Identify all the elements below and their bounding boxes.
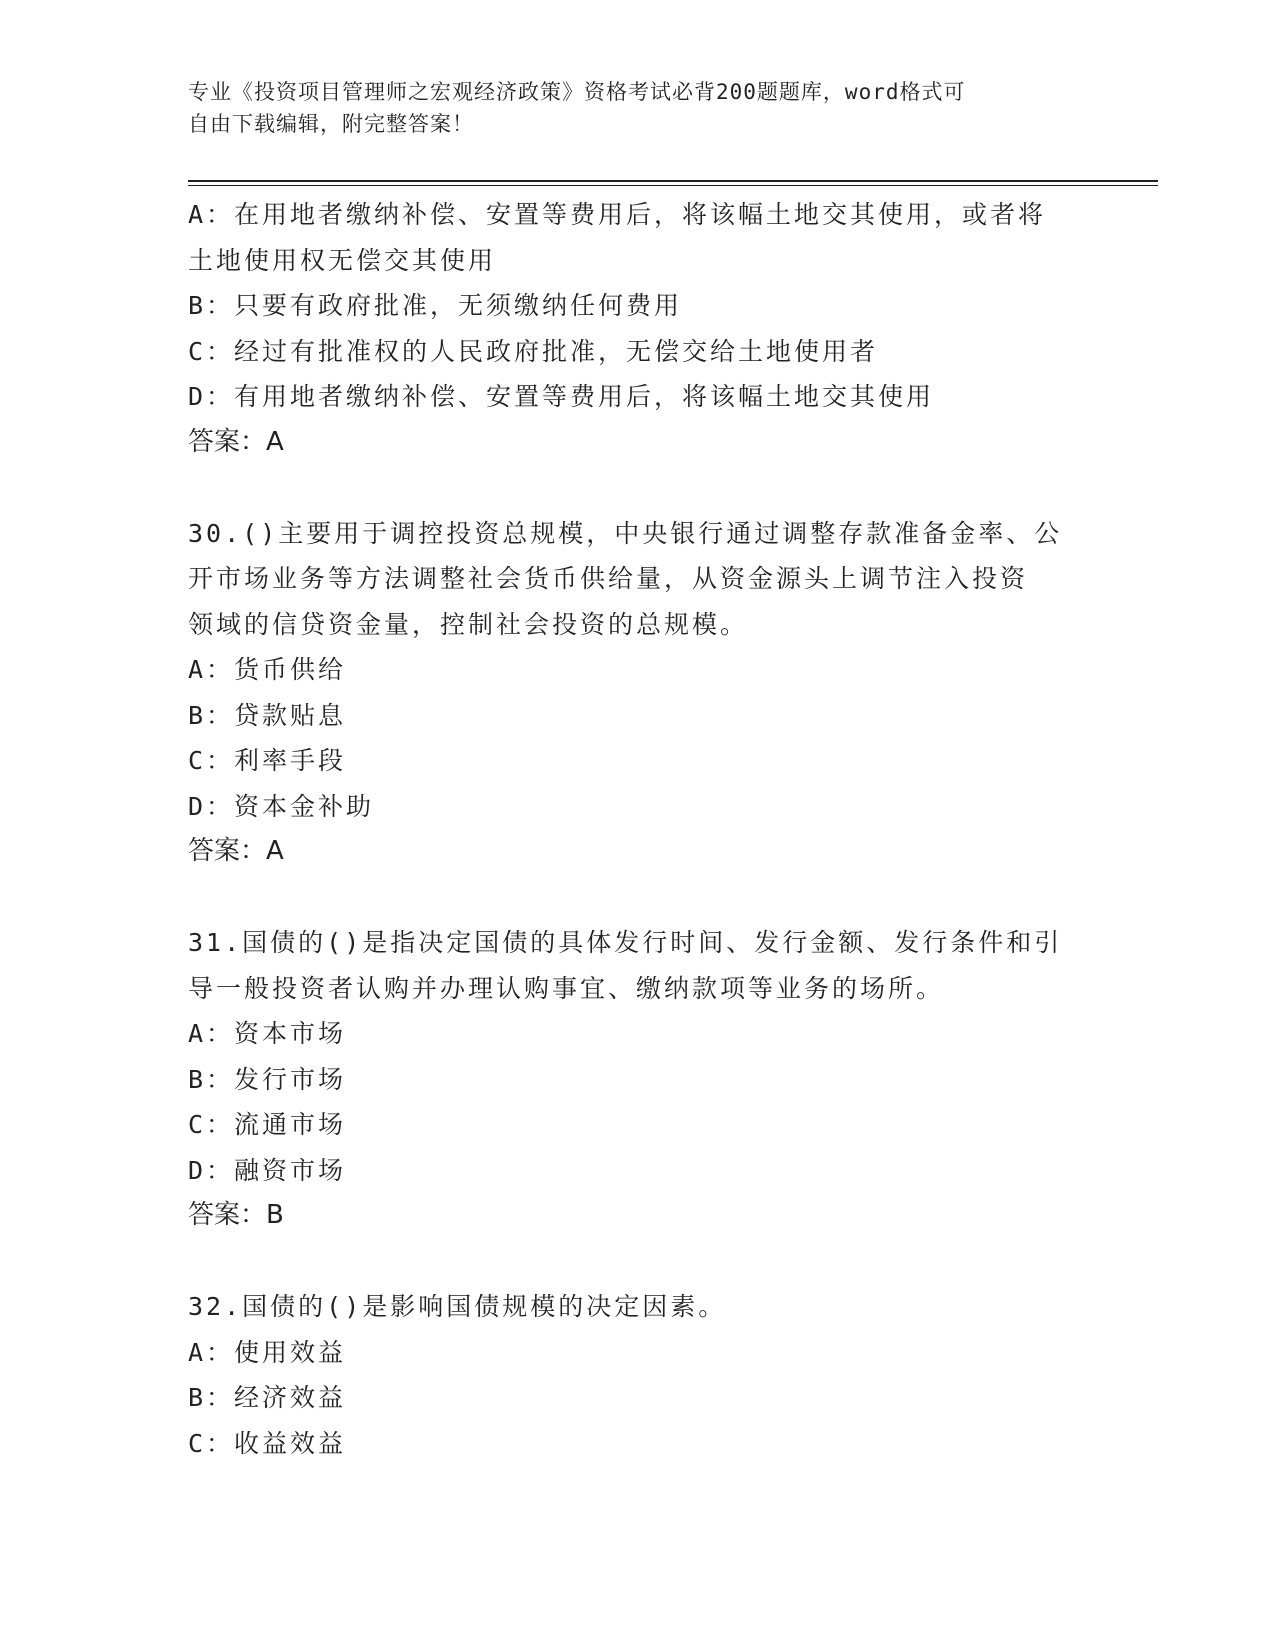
option-a: A：资本市场 (188, 1019, 347, 1048)
question-stem-line-1: 32.国债的()是影响国债规模的决定因素。 (188, 1292, 727, 1321)
option-c: C：经过有批准权的人民政府批准，无偿交给土地使用者 (188, 336, 879, 366)
header-divider-thick (188, 180, 1158, 182)
question-stem-line-1: 30.()主要用于调控投资总规模，中央银行通过调整存款准备金率、公 (188, 518, 1063, 548)
answer: 答案：A (188, 426, 284, 457)
option-c: C：收益效益 (188, 1428, 347, 1458)
question-stem-line-2: 开市场业务等方法调整社会货币供给量，从资金源头上调节注入投资 (188, 564, 1029, 593)
option-a: A：货币供给 (188, 655, 347, 684)
question-29 (188, 192, 1088, 465)
header-line-1: 专业《投资项目管理师之宏观经济政策》资格考试必背200题题库，word格式可 (188, 80, 966, 104)
option-a-line-1: A：在用地者缴纳补偿、安置等费用后，将该幅土地交其使用，或者将 (188, 200, 1047, 229)
question-31 (188, 920, 1088, 1239)
option-b: B：发行市场 (188, 1064, 347, 1094)
option-b: B：贷款贴息 (188, 700, 347, 730)
option-c: C：流通市场 (188, 1110, 347, 1139)
answer: 答案：B (188, 1200, 284, 1230)
question-stem-line-3: 领域的信贷资金量，控制社会投资的总规模。 (188, 609, 749, 639)
spacer (188, 1239, 1088, 1285)
header-divider-thin (188, 185, 1158, 186)
answer: 答案：A (188, 836, 284, 866)
document-header (188, 76, 1088, 140)
option-c: C：利率手段 (188, 746, 347, 775)
option-b: B：只要有政府批准，无须缴纳任何费用 (188, 291, 683, 320)
option-d: D：资本金补助 (188, 791, 375, 821)
option-b: B：经济效益 (188, 1383, 347, 1412)
question-list (188, 192, 1088, 1466)
option-d: D：有用地者缴纳补偿、安置等费用后，将该幅土地交其使用 (188, 382, 935, 411)
option-a-line-2: 土地使用权无偿交其使用 (188, 245, 497, 275)
spacer (188, 465, 1088, 511)
question-32 (188, 1284, 1088, 1466)
option-d: D：融资市场 (188, 1155, 347, 1185)
question-30 (188, 511, 1088, 875)
spacer (188, 875, 1088, 921)
header-line-2: 自由下载编辑，附完整答案！ (188, 112, 474, 136)
question-stem-line-2: 导一般投资者认购并办理认购事宜、缴纳款项等业务的场所。 (188, 973, 945, 1003)
option-a: A：使用效益 (188, 1337, 347, 1367)
question-stem-line-1: 31.国债的()是指决定国债的具体发行时间、发行金额、发行条件和引 (188, 928, 1063, 957)
